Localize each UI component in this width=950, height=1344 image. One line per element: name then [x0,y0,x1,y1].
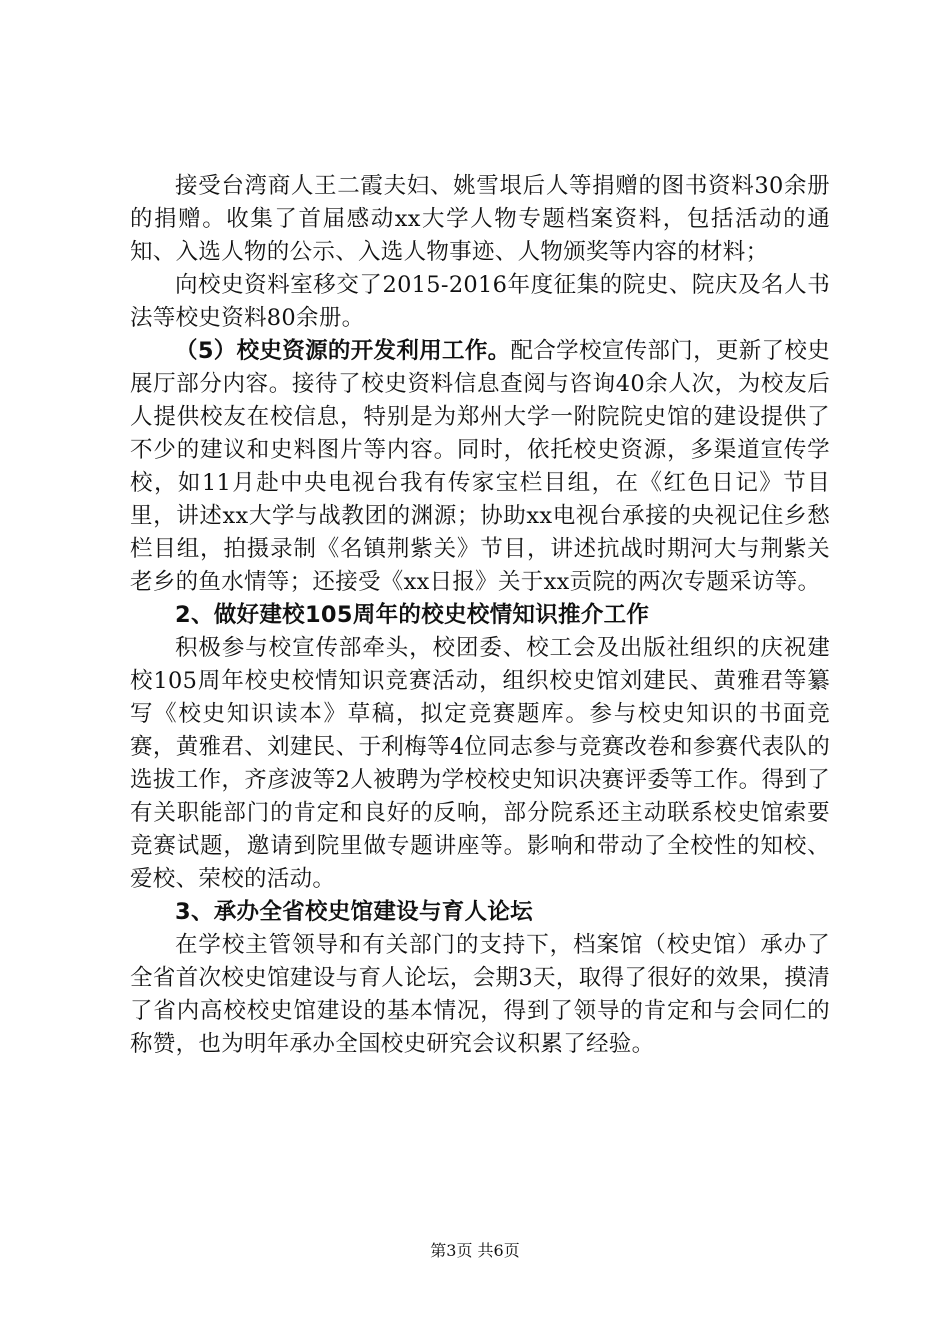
section-heading-3: 3、承办全省校史馆建设与育人论坛 [175,899,533,925]
section-heading-2: 2、做好建校105周年的校史校情知识推介工作 [175,602,650,628]
paragraph-text: 接受台湾商人王二霞夫妇、姚雪垠后人等捐赠的图书资料30余册的捐赠。收集了首届感动xx大学人物专题档案资料，包括活动的通知、入选人物的公示、入选人物事迹、人物颁奖等内容的材料； [130,173,830,265]
document-body [130,170,830,1061]
paragraph-lead: （5）校史资源的开发利用工作。 [175,338,511,364]
paragraph-transfer [130,269,830,335]
paragraph-forum: 在学校主管领导和有关部门的支持下，档案馆（校史馆）承办了全省首次校史馆建设与育人论坛，会期3天，取得了很好的效果，摸清了省内高校校史馆建设的基本情况，得到了领导的肯定和与会同仁的称赞，也为明年承办全国校史研究会议积累了经验。 [130,932,830,1057]
paragraph-anniversary: 积极参与校宣传部牵头，校团委、校工会及出版社组织的庆祝建校105周年校史校情知识竞赛活动，组织校史馆刘建民、黄雅君等纂写《校史知识读本》草稿，拟定竞赛题库。参与校史知识的书面竞赛，黄雅君、刘建民、于利梅等4位同志参与竞赛改卷和参赛代表队的选拔工作，齐彦波等2人被聘为学校校史知识决赛评委等工作。得到了有关职能部门的肯定和良好的反响，部分院系还主动联系校史馆索要竞赛试题，邀请到院里做专题讲座等。影响和带动了全校性的知校、爱校、荣校的活动。 [130,635,830,892]
paragraph-text: 配合学校宣传部门，更新了校史展厅部分内容。接待了校史资料信息查阅与咨询40余人次，为校友后人提供校友在校信息，特别是为郑州大学一附院院史馆的建设提供了不少的建议和史料图片等内容。同时，依托校史资源，多渠道宣传学校，如11月赴中央电视台我有传家宝栏目组，在《红色日记》节目里，讲述xx大学与战教团的渊源；协助xx电视台承接的央视记住乡愁栏目组，拍摄录制《名镇荆紫关》节目，讲述抗战时期河大与荆紫关老乡的鱼水情等；还接受《xx日报》关于xx贡院的两次专题采访等。 [130,338,830,595]
page-footer: 第3页 共6页 [430,1241,520,1260]
paragraph-resource-use [130,335,830,599]
paragraph-text: 向校史资料室移交了2015-2016年度征集的院史、院庆及名人书法等校史资料80余册。 [130,272,830,331]
paragraph-donations [130,170,830,269]
